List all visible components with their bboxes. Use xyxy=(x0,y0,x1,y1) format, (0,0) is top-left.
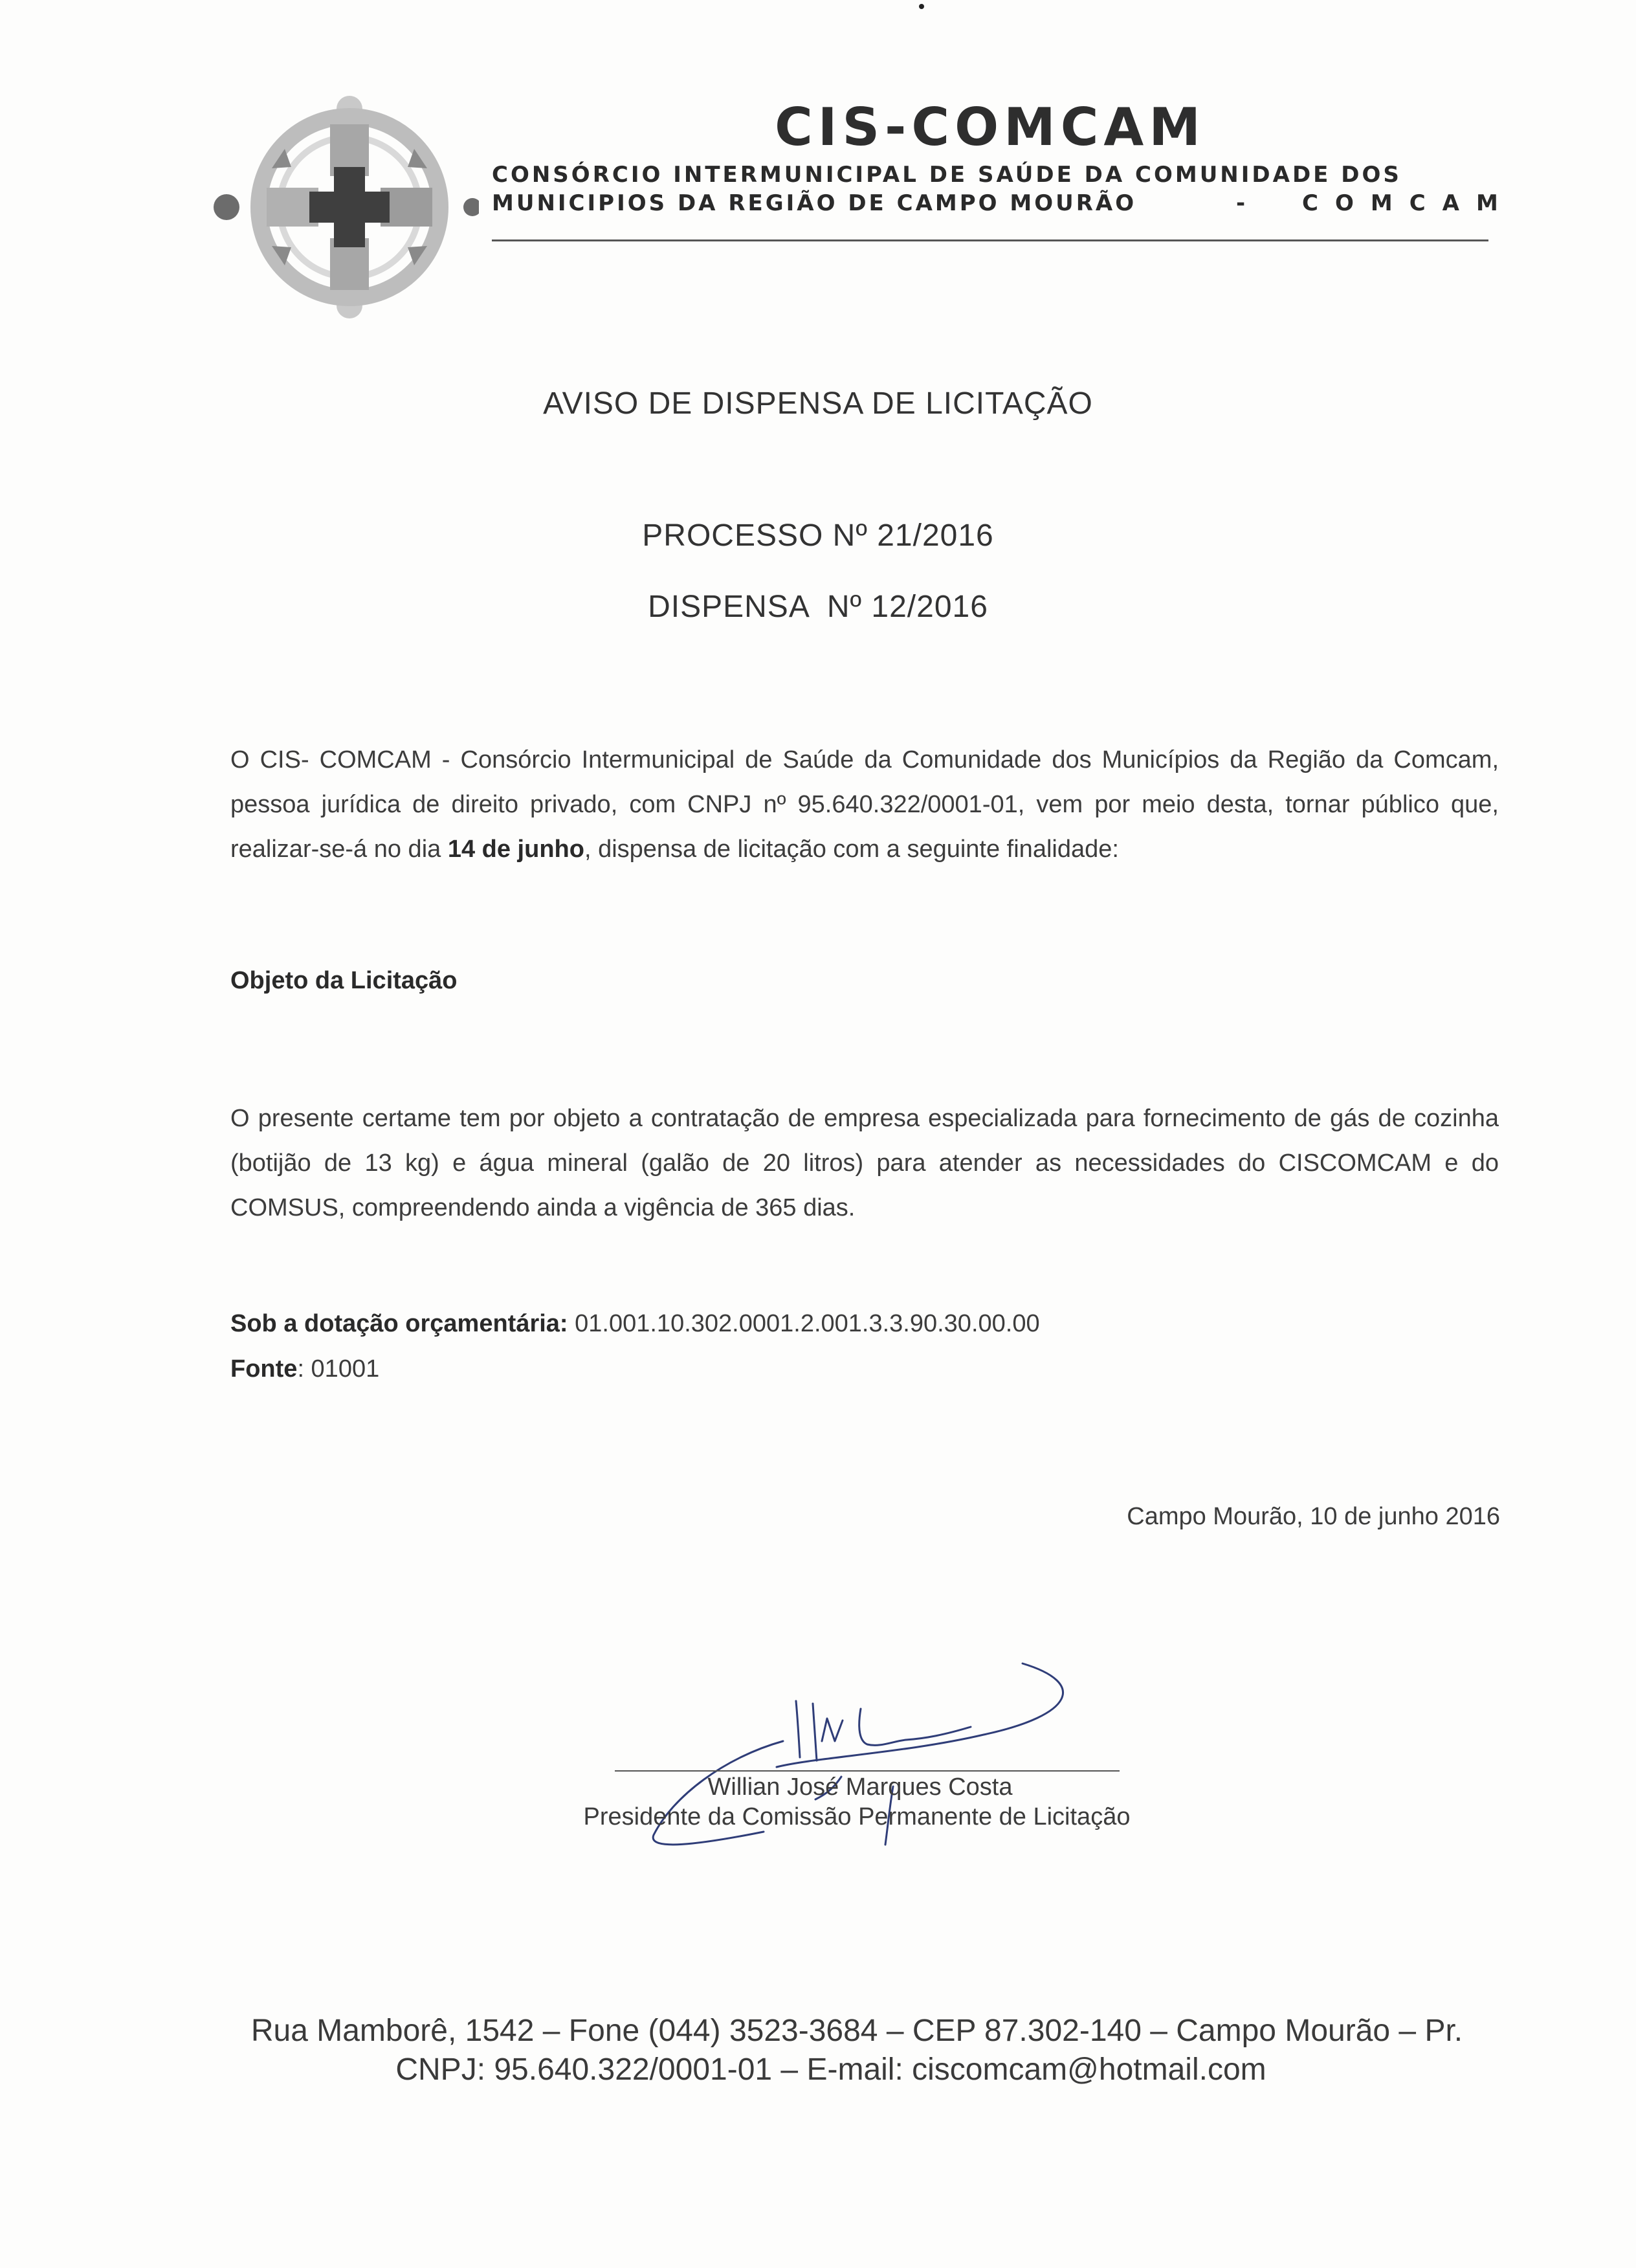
notice-title: AVISO DE DISPENSA DE LICITAÇÃO xyxy=(543,386,1093,421)
footer-contact: CNPJ: 95.640.322/0001-01 – E-mail: ciscomcam@hotmail.com xyxy=(395,2052,1266,2087)
object-paragraph: O presente certame tem por objeto a contratação de empresa especializada para fornecimento de gás de cozinha (botijão de 13 kg) e água mineral (galão de 20 litros) para atender as necessidades do CISCOMCAM e do COMSUS, compreendendo ainda a vigência de 365 dias. xyxy=(230,1105,1499,1221)
budget-allocation-label: Sob a dotação orçamentária: xyxy=(230,1310,568,1337)
object-heading: Objeto da Licitação xyxy=(230,967,458,994)
header-divider xyxy=(492,239,1488,241)
org-acronym: CIS-COMCAM xyxy=(775,97,1206,157)
budget-source-value: : 01001 xyxy=(297,1355,380,1383)
signature-line xyxy=(615,1770,1120,1772)
budget-source xyxy=(230,1355,379,1383)
scan-speck xyxy=(919,4,924,9)
org-full-name-line-2 xyxy=(492,190,1515,216)
cross-in-ring-logo-icon xyxy=(207,91,479,324)
intro-paragraph xyxy=(230,738,1499,872)
org-region-text: MUNICIPIOS DA REGIÃO DE CAMPO MOURÃO xyxy=(492,190,1137,216)
signer-name: Willian José Marques Costa xyxy=(707,1773,1013,1801)
place-date: Campo Mourão, 10 de junho 2016 xyxy=(1127,1503,1500,1530)
intro-text-start: O CIS- COMCAM - Consórcio Intermunicipal de Saúde da Comunidade dos Municípios da Região da Comcam, pessoa jurídica de direito privado, com CNPJ nº 95.640.322/0001-01, vem por meio desta, tornar público que, realizar-se-á no dia xyxy=(230,746,1499,863)
signer-role: Presidente da Comissão Permanente de Licitação xyxy=(583,1803,1131,1830)
org-separator: - xyxy=(1236,190,1248,216)
process-number: PROCESSO Nº 21/2016 xyxy=(642,518,994,553)
footer-address: Rua Mamborê, 1542 – Fone (044) 3523-3684 – CEP 87.302-140 – Campo Mourão – Pr. xyxy=(250,2014,1463,2048)
org-short-name: COMCAM xyxy=(1302,190,1515,216)
org-full-name-line-1: CONSÓRCIO INTERMUNICIPAL DE SAÚDE DA COMUNIDADE DOS xyxy=(492,162,1402,188)
budget-source-label: Fonte xyxy=(230,1355,298,1383)
budget-allocation-value: 01.001.10.302.0001.2.001.3.3.90.30.00.00 xyxy=(568,1310,1040,1337)
waiver-number: DISPENSA Nº 12/2016 xyxy=(648,590,988,624)
intro-text-end: , dispensa de licitação com a seguinte finalidade: xyxy=(584,836,1119,863)
intro-date: 14 de junho xyxy=(447,836,584,863)
budget-allocation xyxy=(230,1310,1040,1338)
